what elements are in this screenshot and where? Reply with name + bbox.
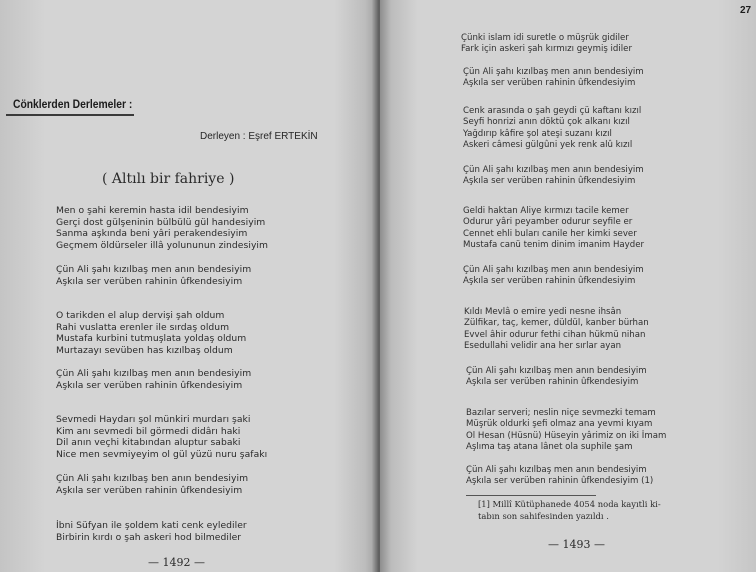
verse-line: Gerçi dost gülşeninin bülbülü gül handesiyim <box>56 216 266 228</box>
refrain-line: Çün Ali şahı kızılbaş men anın bendesiyim <box>56 368 252 379</box>
verse-line: Esedullahi velidir ana her sırlar ayan <box>464 341 622 352</box>
verse-line: O tarikden el alup dervişi şah oldum <box>56 310 225 321</box>
left-stanza-2 <box>56 310 246 356</box>
verse-line: Çünki islam idi suretle o müşrük gidiler <box>461 33 629 43</box>
poem-title: ( Altılı bir fahriye ) <box>102 171 235 187</box>
verse-line: Men o şahi keremin hasta idil bendesiyim <box>56 205 249 216</box>
refrain-line: Aşkıla ser verüben rahinin ûfkendesiyim <box>56 275 243 287</box>
section-title: Cönklerden Derlemeler : <box>13 97 133 111</box>
compiler-credit: Derleyen : Eşref ERTEKİN <box>200 131 318 142</box>
right-stanza-1 <box>461 33 632 56</box>
left-refrain-3 <box>56 473 248 496</box>
refrain-line: Aşkıla ser verüben rahinin ûfkendesiyim <box>463 78 636 89</box>
verse-line: Sevmedi Haydarı şol münkiri murdarı şaki <box>56 414 251 425</box>
right-refrain-4 <box>466 366 647 389</box>
refrain-line: Aşkıla ser verüben rahinin ûfkendesiyim <box>463 276 636 287</box>
verse-line: Aşlıma taş atana lânet ola suphile şam <box>466 442 633 453</box>
refrain-line: Çün Ali şahı kızılbaş ben anın bendesiyim <box>56 473 249 484</box>
verse-line: Murtazayı sevüben has kızılbaş oldum <box>56 344 233 356</box>
refrain-line: Aşkıla ser verüben rahinin ûfkendesiyim <box>56 379 243 391</box>
verse-line: Odurur yâri peyamber odurur seyfile er <box>463 217 633 228</box>
verse-line: Fark için askeri şah kırmızı geymiş idiler <box>461 44 632 55</box>
verse-line: Seyfi honrizi anın döktü çok alkanı kızıl <box>463 117 630 128</box>
verse-line: Cenk arasında o şah geydi çü kaftanı kızıl <box>463 106 642 116</box>
verse-line: Cennet ehli buları canile her kimki sever <box>463 228 637 239</box>
section-title-underline <box>6 114 134 116</box>
verse-line: Rahi vuslatta erenler ile sırdaş oldum <box>56 321 230 333</box>
refrain-line: Çün Ali şahı kızılbaş men anın bendesiyim <box>466 366 647 376</box>
footnote-line: [1] Millî Kütüphanede 4054 noda kayıtli ki- <box>478 499 661 509</box>
refrain-line: Çün Ali şahı kızılbaş men anın bendesiyim <box>463 165 644 175</box>
footnote <box>478 498 661 522</box>
right-folio: — 1493 — <box>548 538 605 551</box>
left-refrain-1 <box>56 264 251 287</box>
right-refrain-1 <box>463 67 644 90</box>
refrain-line: Çün Ali şahı kızılbaş men anın bendesiyim <box>56 264 252 275</box>
right-refrain-2 <box>463 165 644 188</box>
verse-line: Kim anı sevmedi bil görmedi didârı haki <box>56 425 241 437</box>
footnote-rule <box>466 495 596 496</box>
refrain-line: Aşkıla ser verüben rahinin ûfkendesiyim <box>466 377 639 388</box>
refrain-line: Aşkıla ser verüben rahinin ûfkendesiyim <box>463 176 636 187</box>
verse-line: Bazılar serveri; neslin niçe sevmezki temam <box>466 408 656 418</box>
left-refrain-2 <box>56 368 251 391</box>
refrain-line: Çün Ali şahı kızılbaş men anın bendesiyim <box>463 265 644 275</box>
verse-line: Dil anın veçhi kitabından aluptur sabaki <box>56 437 241 449</box>
right-stanza-2 <box>463 106 641 152</box>
verse-line: Geldi haktan Aliye kırmızı tacile kemer <box>463 206 629 216</box>
verse-line: Ol Hesan (Hüsnü) Hüseyin yârimiz on iki İmam <box>466 430 667 441</box>
left-stanza-4 <box>56 520 247 543</box>
right-stanza-3 <box>463 206 644 252</box>
page-number: 27 <box>740 5 752 16</box>
verse-line: Zülfikar, taç, kemer, düldül, kanber bürhan <box>464 318 649 329</box>
right-refrain-5 <box>466 465 653 488</box>
footnote-line: tabın son sahifesinden yazıldı . <box>478 511 609 521</box>
verse-line: Geçmem öldürseler illâ yolununun zindesiyim <box>56 239 269 251</box>
left-folio: — 1492 — <box>148 556 205 569</box>
verse-line: İbni Süfyan ile şoldem kati cenk eylediler <box>56 520 247 531</box>
verse-line: Yağdırıp kâfire şol ateşi suzanı kızıl <box>463 128 612 139</box>
left-stanza-1 <box>56 205 268 251</box>
right-stanza-5 <box>466 408 666 454</box>
verse-line: Kıldı Mevlâ o emire yedi nesne ihsân <box>464 307 622 317</box>
verse-line: Müşrük oldurki şefi olmaz ana yevmi kıyam <box>466 419 653 430</box>
left-stanza-3 <box>56 414 267 460</box>
refrain-line: Çün Ali şahı kızılbaş men anın bendesiyim <box>463 67 644 77</box>
verse-line: Nice men sevmiyeyim ol gül yüzü nuru şafakı <box>56 448 268 460</box>
verse-line: Askeri câmesi gülgûni yek renk alû kızıl <box>463 140 633 151</box>
refrain-line: Aşkıla ser verüben rahinin ûfkendesiyim (1) <box>466 476 654 487</box>
verse-line: Evvel âhir odurur fethi cihan hükmü nihan <box>464 329 646 340</box>
verse-line: Mustafa kurbini tutmuşlata yoldaş oldum <box>56 333 247 345</box>
refrain-line: Çün Ali şahı kızılbaş men anın bendesiyim <box>466 465 647 475</box>
verse-line: Mustafa canü tenim dinim imanim Hayder <box>463 240 645 251</box>
refrain-line: Aşkıla ser verüben rahinin ûfkendesiyim <box>56 484 243 496</box>
verse-line: Sanma aşkında beni yâri perakendesiyim <box>56 228 248 240</box>
right-refrain-3 <box>463 265 644 288</box>
verse-line: Birbirin kırdı o şah askeri hod bilmediler <box>56 531 242 543</box>
right-stanza-4 <box>464 307 649 353</box>
